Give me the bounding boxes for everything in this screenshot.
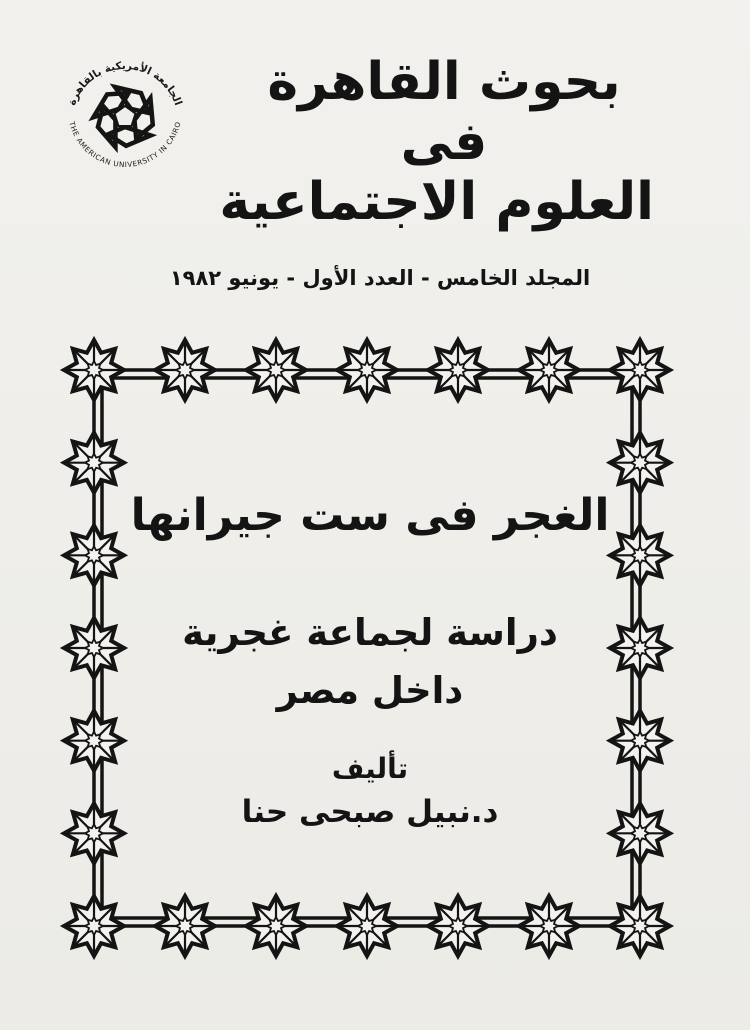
author-name: د.نبيل صبحى حنا xyxy=(241,794,499,830)
border-rosette-icon xyxy=(519,896,579,956)
series-title-line1: بحوث القاهرة xyxy=(267,52,621,112)
book-title: الغجر فى ست جيرانها xyxy=(130,490,610,541)
book-subtitle-line2: داخل مصر xyxy=(276,669,464,712)
issue-info: المجلد الخامس - العدد الأول - يونيو ١٩٨٢ xyxy=(169,266,591,290)
border-rosette-icon xyxy=(246,896,306,956)
university-seal-logo xyxy=(50,40,200,190)
border-rosette-icon xyxy=(64,340,124,400)
border-rosette-icon xyxy=(428,340,488,400)
author-label: تأليف xyxy=(331,752,409,785)
border-rosette-icon xyxy=(428,896,488,956)
book-subtitle-line1: دراسة لجماعة غجرية xyxy=(182,611,558,654)
seal-emblem-icon xyxy=(88,85,161,155)
border-rosette-icon xyxy=(610,896,670,956)
seal-english-text: THE AMERICAN UNIVERSITY IN CAIRO xyxy=(67,120,183,170)
border-rosette-icon xyxy=(519,340,579,400)
border-rosette-icon xyxy=(155,340,215,400)
series-title-line3: العلوم الاجتماعية xyxy=(219,172,654,232)
book-subtitle xyxy=(110,604,630,720)
border-rosette-icon xyxy=(610,340,670,400)
series-title xyxy=(219,52,654,232)
border-rosette-icon xyxy=(155,896,215,956)
seal-arabic-text: الجامعة الأمريكية بالقاهرة xyxy=(65,59,185,108)
border-rosette-icon xyxy=(64,896,124,956)
series-title-line2: فى xyxy=(400,112,488,172)
border-rosette-icon xyxy=(246,340,306,400)
border-rosette-icon xyxy=(337,340,397,400)
border-rosette-icon xyxy=(610,433,670,493)
border-rosette-icon xyxy=(64,433,124,493)
border-rosette-icon xyxy=(337,896,397,956)
